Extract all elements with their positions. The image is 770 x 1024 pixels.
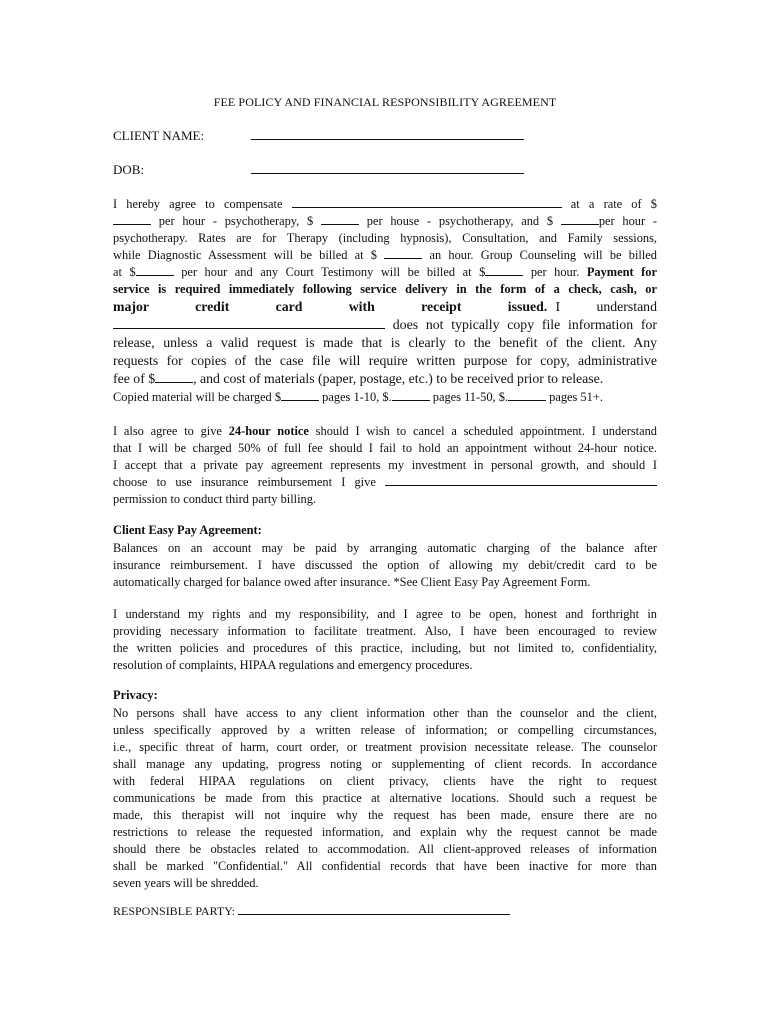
assessment-rate-field[interactable] xyxy=(384,248,422,259)
dob-label: DOB: xyxy=(113,162,145,177)
responsible-party-row xyxy=(113,904,510,919)
client-name-field[interactable] xyxy=(251,129,524,140)
privacy-heading: Privacy: xyxy=(113,688,158,702)
copy-charge-2-field[interactable] xyxy=(392,390,430,401)
provider-name-field[interactable] xyxy=(113,318,385,329)
dob-row xyxy=(113,162,524,178)
admin-fee-field[interactable] xyxy=(155,372,193,383)
court-rate-field[interactable] xyxy=(485,265,523,276)
group-rate-field[interactable] xyxy=(136,265,174,276)
privacy-paragraph: No persons shall have access to any client information other than the counselor and the client, unless specifically approved by a written release of information; or compelling circumstances, i.e., specific threat of harm, court order, or treatment provision necessitate release. The counselor shall manage any updating, progress noting or supplementing of client records. In accordance with federal HIPAA regulations on client privacy, clients have the right to request communications be made from this practice at alternative locations. Should such a request be made, this therapist will not inquire why the request has been made, ensure there are no restrictions to release the requested information, and explain why the request cannot be made should there be obstacles related to accommodation. All client-approved releases of information shall be marked "Confidential." All confidential records that have been inactive for more than seven years will be shredded. xyxy=(113,706,657,890)
easy-pay-heading: Client Easy Pay Agreement: xyxy=(113,523,262,537)
fee-paragraph: I hereby agree to compensate at a rate of $ per hour - psychotherapy, $ per house - psychotherapy, and $ per hour - psychotherapy. Rates are for Therapy (including hypnosis), Consultation, and Family sessions, while Diagnostic Assessment will be billed at $ an hour. Group Counseling will be billed at $ per hour and any Court Testimony will be billed at $ per hour. Payment for service is required immediately following service delivery in the form of a check, cash, or major credit card with receipt issued. I understand xyxy=(113,197,657,314)
copy-charges-line: Copied material will be charged $ pages 1-10, $. pages 11-50, $. pages 51+. xyxy=(113,390,603,404)
copy-charge-1-field[interactable] xyxy=(281,390,319,401)
rate-field[interactable] xyxy=(113,214,151,225)
rights-paragraph: I understand my rights and my responsibility, and I agree to be open, honest and forthright in providing necessary information to facilitate treatment. Also, I have been encouraged to review the written policies and procedures of this practice, including, but not limited to, confidentiality, resolution of complaints, HIPAA regulations and emergency procedures. xyxy=(113,607,657,672)
client-name-row xyxy=(113,128,524,144)
hour-rate-field[interactable] xyxy=(561,214,599,225)
house-rate-field[interactable] xyxy=(321,214,359,225)
easy-pay-paragraph: Balances on an account may be paid by arranging automatic charging of the balance after insurance reimbursement. I have discussed the option of allowing my debit/credit card to be automatically charged for balance owed after insurance. *See Client Easy Pay Agreement Form. xyxy=(113,541,657,589)
dob-field[interactable] xyxy=(251,163,524,174)
responsible-party-label: RESPONSIBLE PARTY: xyxy=(113,904,236,918)
client-name-label: CLIENT NAME: xyxy=(113,128,205,143)
document-title: FEE POLICY AND FINANCIAL RESPONSIBILITY AGREEMENT xyxy=(213,95,557,109)
copy-policy-paragraph: does not typically copy file information for release, unless a valid request is made that is clearly to the benefit of the client. Any requests for copies of the case file will require written purpose for copy, administrative fee of $ , and cost of materials (paper, postage, etc.) to be received prior to release. xyxy=(113,317,658,386)
billing-permission-field[interactable] xyxy=(385,475,657,486)
copy-charge-3-field[interactable] xyxy=(508,390,546,401)
cancellation-paragraph: I also agree to give 24-hour notice should I wish to cancel a scheduled appointment. I understand that I will be charged 50% of full fee should I fail to hold an appointment without 24-hour notice. I accept that a private pay agreement represents my investment in personal growth, and should I choose to use insurance reimbursement I give permission to conduct third party billing. xyxy=(113,424,657,506)
responsible-party-field[interactable] xyxy=(238,904,510,915)
compensate-to-field[interactable] xyxy=(292,197,562,208)
